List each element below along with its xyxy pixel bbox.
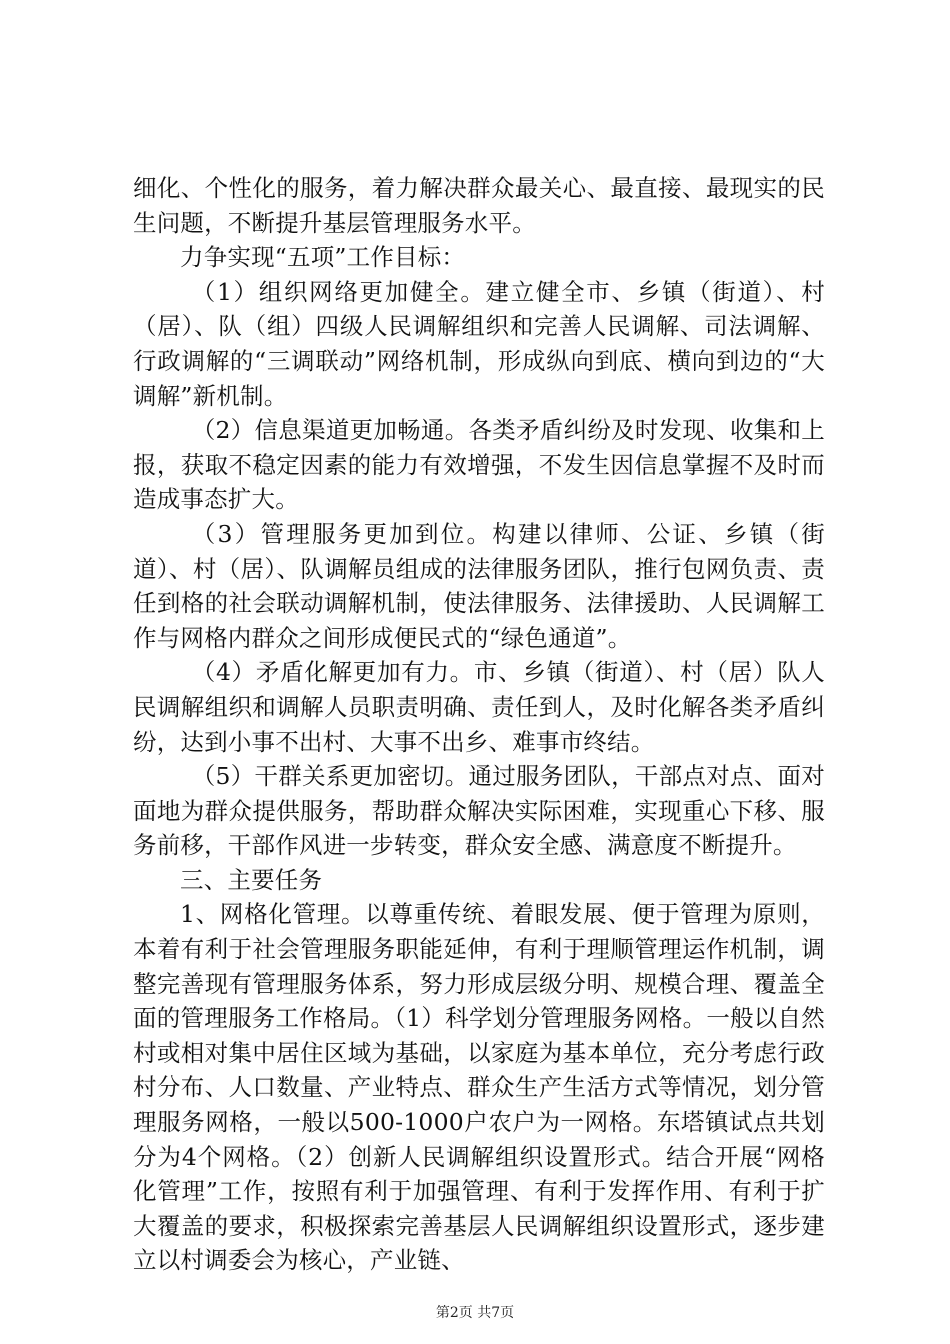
- paragraph-grid-management: 1、网格化管理。以尊重传统、着眼发展、便于管理为原则，本着有利于社会管理服务职能延伸，有利于理顺管理运作机制，调整完善现有管理服务体系，努力形成层级分明、规模合理、覆盖全面的管理服务工作格局。（1）科学划分管理服务网格。一般以自然村或相对集中居住区域为基础，以家庭为基本单位，充分考虑行政村分布、人口数量、产业特点、群众生产生活方式等情况，划分管理服务网格，一般以500-1000户农户为一网格。东塔镇试点共划分为4个网格。（2）创新人民调解组织设置形式。结合开展“网格化管理”工作，按照有利于加强管理、有利于发挥作用、有利于扩大覆盖的要求，积极探索完善基层人民调解组织设置形式，逐步建立以村调委会为核心，产业链、: [133, 900, 825, 1275]
- page-number: 第2页 共7页: [435, 1305, 515, 1321]
- section-heading-main-tasks: 三、主要任务: [180, 865, 323, 894]
- paragraph-goal-3: （3）管理服务更加到位。构建以律师、公证、乡镇（街道）、村（居）、队调解员组成的法律服务团队，推行包网负责、责任到格的社会联动调解机制，使法律服务、法律援助、人民调解工作与网格内群众之间形成便民式的“绿色通道”。: [133, 519, 825, 652]
- paragraph-goal-2: （2）信息渠道更加畅通。各类矛盾纠纷及时发现、收集和上报，获取不稳定因素的能力有效增强，不发生因信息掌握不及时而造成事态扩大。: [133, 416, 825, 514]
- page-footer: [0, 1302, 950, 1322]
- paragraph-goal-4: （4）矛盾化解更加有力。市、乡镇（街道）、村（居）队人民调解组织和调解人员职责明确、责任到人，及时化解各类矛盾纠纷，达到小事不出村、大事不出乡、难事市终结。: [133, 658, 825, 756]
- paragraph-goal-1: （1）组织网络更加健全。建立健全市、乡镇（街道）、村（居）、队（组）四级人民调解组织和完善人民调解、司法调解、行政调解的“三调联动”网络机制，形成纵向到底、横向到边的“大调解”新机制。: [133, 277, 825, 410]
- paragraph-continuation: 细化、个性化的服务，着力解决群众最关心、最直接、最现实的民生问题，不断提升基层管理服务水平。: [133, 174, 825, 237]
- paragraph-goals-intro: 力争实现“五项”工作目标：: [180, 243, 466, 272]
- paragraph-goal-5: （5）干群关系更加密切。通过服务团队，干部点对点、面对面地为群众提供服务，帮助群众解决实际困难，实现重心下移、服务前移，干部作风进一步转变，群众安全感、满意度不断提升。: [133, 762, 825, 860]
- document-body: [133, 171, 825, 1278]
